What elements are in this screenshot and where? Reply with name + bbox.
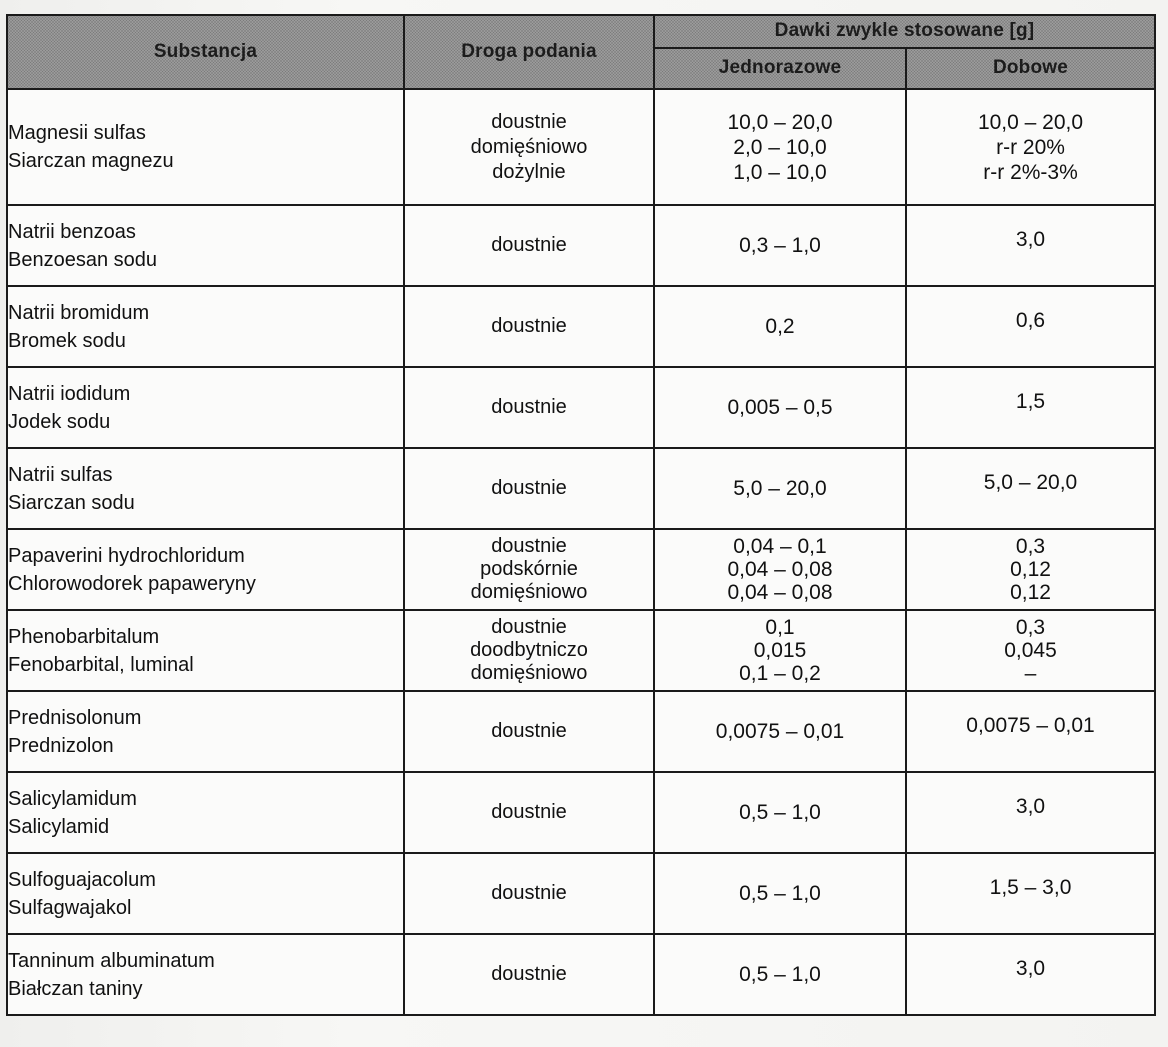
substance-latin-name: Natrii iodidum [8, 382, 131, 405]
single-dose-value: 0,0075 – 0,01 [715, 720, 845, 743]
header-doses-group: Dawki zwykle stosowane [g] [654, 15, 1155, 48]
table-row [7, 89, 1155, 205]
route-cell [404, 89, 654, 205]
table-row [7, 691, 1155, 772]
substance-polish-name: Prednizolon [8, 734, 114, 757]
substance-latin-name: Phenobarbitalum [8, 625, 160, 648]
route-value: doustnie [491, 801, 567, 823]
substance-polish-name: Siarczan sodu [8, 491, 135, 514]
route-cell [404, 205, 654, 286]
route-value: doustnie [491, 477, 567, 499]
substance-cell [7, 89, 404, 205]
table-row [7, 367, 1155, 448]
daily-dose-cell [906, 448, 1155, 529]
daily-dose-cell [906, 205, 1155, 286]
single-dose-cell [654, 205, 906, 286]
daily-dose-value: 0,3 [1015, 535, 1046, 558]
daily-dose-value: 3,0 [1015, 795, 1046, 818]
daily-dose-cell [906, 934, 1155, 1015]
single-dose-cell [654, 448, 906, 529]
daily-dose-value: 3,0 [1015, 957, 1046, 980]
substance-polish-name: Fenobarbital, luminal [8, 653, 194, 676]
table-row [7, 205, 1155, 286]
substance-polish-name: Salicylamid [8, 815, 110, 838]
route-value: doustnie [491, 110, 567, 133]
single-dose-value: 5,0 – 20,0 [733, 477, 827, 500]
substance-latin-name: Papaverini hydrochloridum [8, 544, 245, 567]
route-cell [404, 529, 654, 610]
substance-latin-name: Prednisolonum [8, 706, 142, 729]
table-row [7, 529, 1155, 610]
single-dose-value: 0,1 – 0,2 [739, 662, 821, 685]
single-dose-value: 1,0 – 10,0 [733, 160, 827, 184]
substance-cell [7, 529, 404, 610]
single-dose-cell [654, 529, 906, 610]
single-dose-cell [654, 367, 906, 448]
header-daily-dose: Dobowe [906, 48, 1155, 89]
daily-dose-cell [906, 286, 1155, 367]
daily-dose-value: 5,0 – 20,0 [983, 471, 1078, 494]
substance-latin-name: Natrii sulfas [8, 463, 113, 486]
header-route: Droga podania [404, 15, 654, 89]
daily-dose-value: 3,0 [1015, 228, 1046, 251]
route-value: doustnie [491, 315, 567, 337]
substance-polish-name: Jodek sodu [8, 410, 111, 433]
route-cell [404, 853, 654, 934]
single-dose-value: 0,1 [765, 616, 795, 639]
substance-polish-name: Chlorowodorek papaweryny [8, 572, 256, 595]
single-dose-value: 0,5 – 1,0 [739, 801, 821, 824]
route-value: doustnie [491, 963, 567, 985]
substance-latin-name: Magnesii sulfas [8, 122, 146, 144]
substance-latin-name: Sulfoguajacolum [8, 868, 156, 891]
route-value: doustnie [491, 882, 567, 904]
route-cell [404, 286, 654, 367]
single-dose-cell [654, 610, 906, 691]
route-value: doustnie [491, 720, 567, 742]
substance-cell [7, 205, 404, 286]
single-dose-value: 0,5 – 1,0 [739, 882, 821, 905]
daily-dose-value: 0,12 [1010, 581, 1051, 604]
single-dose-cell [654, 934, 906, 1015]
substance-latin-name: Natrii benzoas [8, 220, 136, 243]
header-substance: Substancja [7, 15, 404, 89]
substance-polish-name: Siarczan magnezu [8, 150, 174, 172]
route-value: doustnie [491, 396, 567, 418]
route-value: dożylnie [492, 160, 566, 183]
route-cell [404, 772, 654, 853]
daily-dose-cell [906, 853, 1155, 934]
daily-dose-value: 0,12 [1010, 558, 1051, 581]
daily-dose-value: 0,045 [1004, 639, 1057, 662]
substance-cell [7, 772, 404, 853]
daily-dose-cell [906, 367, 1155, 448]
daily-dose-cell [906, 89, 1155, 205]
single-dose-value: 0,2 [765, 315, 795, 338]
route-value: doodbytniczo [470, 639, 588, 661]
table-row [7, 772, 1155, 853]
substance-cell [7, 853, 404, 934]
table-row [7, 934, 1155, 1015]
substance-cell [7, 367, 404, 448]
substance-cell [7, 691, 404, 772]
daily-dose-value: – [1024, 662, 1037, 685]
substance-polish-name: Sulfagwajakol [8, 896, 132, 919]
substance-polish-name: Benzoesan sodu [8, 248, 158, 271]
substance-cell [7, 448, 404, 529]
table-row [7, 853, 1155, 934]
route-value: podskórnie [480, 558, 578, 580]
single-dose-cell [654, 772, 906, 853]
route-cell [404, 367, 654, 448]
table-row [7, 610, 1155, 691]
single-dose-value: 0,3 – 1,0 [739, 234, 821, 257]
substance-cell [7, 934, 404, 1015]
daily-dose-cell [906, 691, 1155, 772]
daily-dose-value: 0,6 [1015, 309, 1046, 332]
substance-polish-name: Bromek sodu [8, 329, 126, 352]
header-single-dose: Jednorazowe [654, 48, 906, 89]
daily-dose-value: r-r 20% [996, 135, 1065, 159]
daily-dose-value: 0,3 [1015, 616, 1046, 639]
route-cell [404, 448, 654, 529]
dosage-table [6, 14, 1156, 1016]
single-dose-cell [654, 691, 906, 772]
daily-dose-value: 1,5 – 3,0 [989, 876, 1072, 899]
daily-dose-cell [906, 610, 1155, 691]
route-cell [404, 934, 654, 1015]
daily-dose-cell [906, 529, 1155, 610]
substance-cell [7, 610, 404, 691]
single-dose-value: 0,5 – 1,0 [739, 963, 821, 986]
substance-latin-name: Natrii bromidum [8, 301, 150, 324]
route-value: doustnie [491, 535, 567, 557]
single-dose-cell [654, 853, 906, 934]
route-value: domięśniowo [470, 581, 588, 603]
table-header [7, 15, 1155, 89]
daily-dose-value: 0,0075 – 0,01 [966, 714, 1095, 737]
single-dose-cell [654, 89, 906, 205]
daily-dose-cell [906, 772, 1155, 853]
single-dose-value: 0,015 [753, 639, 807, 662]
single-dose-value: 0,005 – 0,5 [727, 396, 833, 419]
route-value: doustnie [491, 616, 567, 638]
daily-dose-value: 1,5 [1015, 390, 1046, 413]
route-value: doustnie [491, 234, 567, 256]
route-value: domięśniowo [470, 662, 588, 684]
single-dose-cell [654, 286, 906, 367]
daily-dose-value: r-r 2%-3% [983, 160, 1078, 184]
substance-cell [7, 286, 404, 367]
single-dose-value: 2,0 – 10,0 [733, 135, 827, 159]
single-dose-value: 0,04 – 0,08 [727, 558, 833, 581]
table-row [7, 286, 1155, 367]
single-dose-value: 0,04 – 0,08 [727, 581, 833, 604]
substance-latin-name: Tanninum albuminatum [8, 949, 215, 972]
route-cell [404, 691, 654, 772]
table-body [7, 89, 1155, 1015]
route-cell [404, 610, 654, 691]
single-dose-value: 10,0 – 20,0 [727, 110, 833, 134]
table-row [7, 448, 1155, 529]
daily-dose-value: 10,0 – 20,0 [977, 110, 1084, 134]
route-value: domięśniowo [470, 135, 588, 158]
substance-latin-name: Salicylamidum [8, 787, 137, 810]
substance-polish-name: Białczan taniny [8, 977, 143, 1000]
single-dose-value: 0,04 – 0,1 [733, 535, 827, 558]
